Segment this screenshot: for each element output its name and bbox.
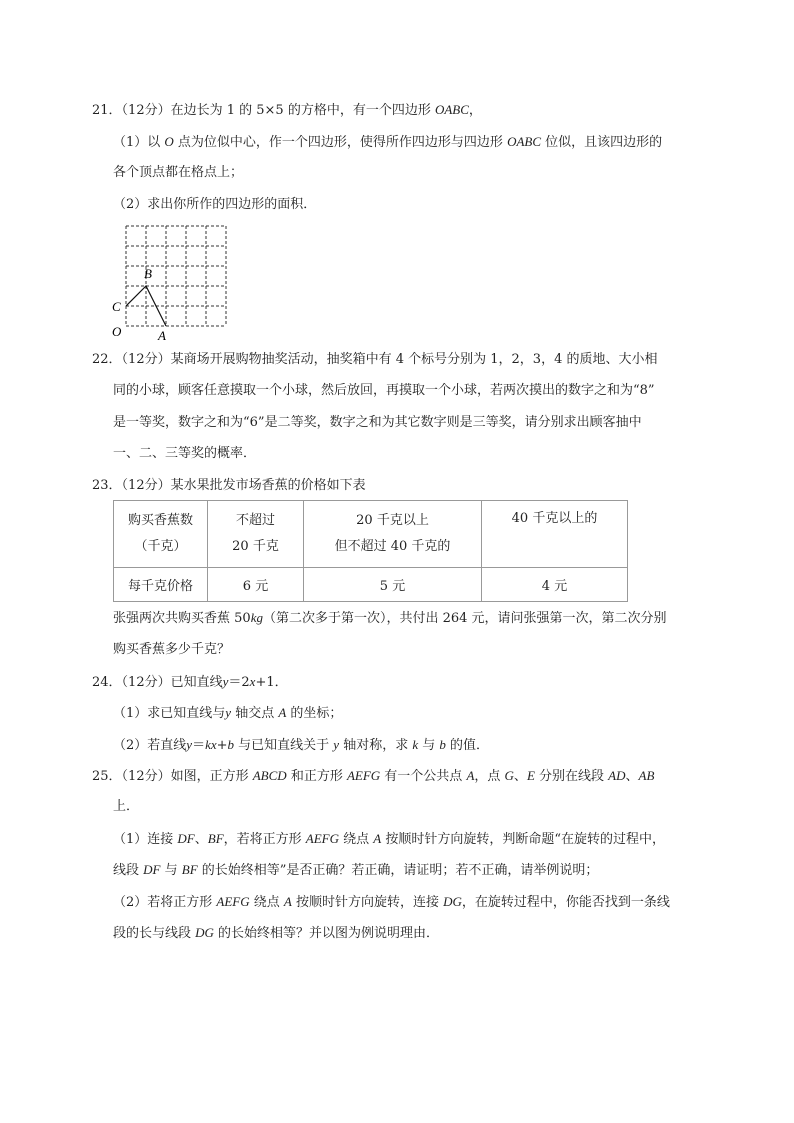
- q25-p2-text: ，在旋转过程中，你能否找到一条线: [461, 895, 670, 910]
- q23-score: （12分）: [121, 478, 171, 493]
- q25-var: G: [504, 768, 514, 783]
- q25-part1: [113, 829, 665, 850]
- cell-text: 20 千克: [232, 539, 279, 554]
- q24-p2-text: 轴对称，求: [339, 738, 413, 753]
- q25-p1-var: A: [373, 831, 382, 846]
- q23-stem: [92, 476, 366, 496]
- cell-text: 购买香蕉数: [127, 513, 193, 528]
- q25-number: 25．: [92, 769, 122, 784]
- cell-text: 但不超过 40 千克的: [334, 539, 451, 554]
- q24-p1-var: y: [225, 705, 232, 720]
- q25-p2-text: 按顺时针方向旋转，连接: [291, 895, 444, 910]
- price-table: [113, 500, 628, 602]
- q24-p2-text: 的值．: [445, 738, 490, 753]
- cell-text: （千克）: [134, 539, 187, 554]
- table-cell-price-3: 4 元: [482, 568, 628, 602]
- q21-var: OABC: [434, 102, 469, 117]
- q24-number: 24．: [92, 675, 122, 690]
- q24-p2-var: k: [412, 737, 419, 752]
- q25-part1-line2: [113, 860, 598, 881]
- q25-p2-text: 段的长与线段: [113, 926, 196, 941]
- q21-grid-figure: [108, 222, 238, 342]
- q25-var: ABCD: [252, 768, 287, 783]
- q24-var: y: [222, 674, 229, 689]
- q21-score: （12分）: [121, 103, 171, 118]
- q25-p1-text: （1）连接: [113, 832, 178, 847]
- q25-p2-var: AEFG: [216, 894, 250, 909]
- q23-number: 23．: [92, 478, 122, 493]
- q21-p1-var: OABC: [507, 134, 542, 149]
- q22-text: 某商场开展购物抽奖活动，抽奖箱中有 4 个标号分别为 1，2，3，4 的质地、大小相: [170, 352, 658, 367]
- q24-p1-text: 轴交点: [231, 706, 279, 721]
- q22-line2: 同的小球，顾客任意摸取一个小球，然后放回，再摸取一个小球，若两次摸出的数字之和为“8”: [113, 383, 655, 398]
- q25-p1-text: 线段: [113, 863, 144, 878]
- q24-p2-var: b: [227, 737, 235, 752]
- q21-p1-text: 点为位似中心，作一个四边形，使得所作四边形与四边形: [173, 135, 508, 150]
- grid-lines: [126, 226, 226, 326]
- q23-after-line1: [113, 608, 667, 629]
- q24-p1-var: A: [278, 705, 287, 720]
- q25-part2-line2: [113, 923, 439, 944]
- q25-p2-text: 绕点: [249, 895, 284, 910]
- cell-text: 20 千克以上: [356, 513, 429, 528]
- q21-part2: （2）求出你所作的四边形的面积．: [113, 197, 317, 212]
- q25-p2-text: （2）若将正方形: [113, 895, 217, 910]
- q22-score: （12分）: [121, 352, 171, 367]
- q25-var: E: [526, 768, 535, 783]
- cell-text: 不超过: [235, 513, 275, 528]
- table-header-quantity: [114, 501, 208, 568]
- q24-p2-text: （2）若直线: [113, 738, 187, 753]
- q23-after-text: （第二次多于第一次），共付出 264 元，请问张强第一次，第二次分别: [262, 611, 667, 626]
- q24-p2-text: +: [216, 738, 228, 753]
- q21-text: 在边长为 1 的 5×5 的方格中，有一个四边形: [170, 103, 435, 118]
- label-c: C: [112, 299, 121, 314]
- q24-p2-var: y: [333, 737, 340, 752]
- table-cell-price-label: 每千克价格: [114, 568, 208, 602]
- q25-text: 有一个公共点: [380, 769, 467, 784]
- q24-text: 已知直线: [170, 675, 223, 690]
- q24-p2-var: b: [439, 737, 446, 752]
- q25-var: AD: [608, 768, 626, 783]
- q23-unit: kg: [250, 610, 263, 625]
- q21-p1-var: O: [164, 134, 174, 149]
- q22-number: 22．: [92, 352, 122, 367]
- q25-p1-text: 与: [160, 863, 182, 878]
- q24-p2-var: y: [186, 737, 193, 752]
- q25-p1-var: BF: [181, 862, 198, 877]
- q25-p2-var: A: [283, 894, 292, 909]
- table-row: [114, 568, 628, 602]
- table-header-tier2: [304, 501, 482, 568]
- q25-var: AB: [638, 768, 655, 783]
- q21-grid-svg: [108, 222, 238, 342]
- q25-p1-var: DF: [177, 831, 195, 846]
- q24-p2-text: ＝: [192, 738, 206, 753]
- cell-text: 40 千克以上的: [511, 511, 598, 526]
- q25-text: 如图，正方形: [170, 769, 253, 784]
- q25-p1-text: ，若将正方形: [223, 832, 306, 847]
- q21-p1-text: 位似，且该四边形的: [541, 135, 663, 150]
- q25-p1-text: 的长始终相等”是否正确？若正确，请证明；若不正确，请举例说明；: [197, 863, 599, 878]
- q25-p2-var: DG: [195, 925, 214, 940]
- table-header-tier1: [208, 501, 304, 568]
- table-cell-price-1: 6 元: [208, 568, 304, 602]
- q25-part2: [113, 892, 670, 913]
- table-cell-price-2: 5 元: [304, 568, 482, 602]
- q25-text: ，点: [474, 769, 505, 784]
- q24-stem: [92, 672, 288, 693]
- q25-p2-var: DG: [443, 894, 462, 909]
- q25-text: 和正方形: [286, 769, 347, 784]
- q24-text: ＝2: [228, 675, 250, 690]
- label-b: B: [144, 266, 152, 281]
- q21-part1: [113, 132, 662, 153]
- q24-part1: [113, 703, 342, 724]
- q25-p1-text: 、: [194, 832, 208, 847]
- q25-p1-var: BF: [207, 831, 224, 846]
- q25-p2-text: 的长始终相等？并以图为例说明理由．: [213, 926, 440, 941]
- q25-text: 分别在线段: [534, 769, 609, 784]
- q25-var: A: [466, 768, 475, 783]
- q22-line1: [92, 350, 657, 370]
- q25-score: （12分）: [121, 769, 171, 784]
- q25-text: 、: [625, 769, 639, 784]
- q23-after-line2: 购买香蕉多少千克？: [113, 642, 231, 657]
- q25-var: AEFG: [346, 768, 381, 783]
- q24-score: （12分）: [121, 675, 171, 690]
- q24-p2-text: 与: [418, 738, 440, 753]
- q23-after-text: 张强两次共购买香蕉 50: [113, 611, 251, 626]
- q21-text: ，: [468, 103, 482, 118]
- q24-var: x: [249, 674, 256, 689]
- q21-part1-line2: 各个顶点都在格点上；: [113, 165, 244, 180]
- q25-text: 、: [513, 769, 527, 784]
- q25-p1-text: 绕点: [339, 832, 374, 847]
- q24-p2-text: 与已知直线关于: [234, 738, 334, 753]
- q24-text: +1．: [255, 675, 288, 690]
- q24-part2: [113, 735, 489, 756]
- q23-text: 某水果批发市场香蕉的价格如下表: [170, 478, 366, 493]
- q25-p1-var: AEFG: [305, 831, 340, 846]
- q21-p1-text: （1）以: [113, 135, 165, 150]
- q21-stem: [92, 100, 482, 121]
- q25-p1-var: DF: [143, 862, 161, 877]
- label-o: O: [112, 324, 122, 339]
- q22-line4: 一、二、三等奖的概率．: [113, 446, 257, 461]
- q25-stem-line2: 上．: [113, 799, 140, 814]
- q25-p1-text: 按顺时针方向旋转，判断命题“在旋转的过程中，: [381, 832, 666, 847]
- table-row: [114, 501, 628, 568]
- q25-stem: [92, 766, 654, 787]
- q24-p2-var: kx: [205, 737, 217, 752]
- q21-number: 21．: [92, 103, 122, 118]
- q24-p1-text: （1）求已知直线与: [113, 706, 226, 721]
- q22-line3: 是一等奖，数字之和为“6”是二等奖，数字之和为其它数字则是三等奖，请分别求出顾客抽中: [113, 415, 642, 430]
- q24-p1-text: 的坐标；: [286, 706, 343, 721]
- label-a: A: [158, 328, 166, 343]
- table-header-tier3: [482, 501, 628, 568]
